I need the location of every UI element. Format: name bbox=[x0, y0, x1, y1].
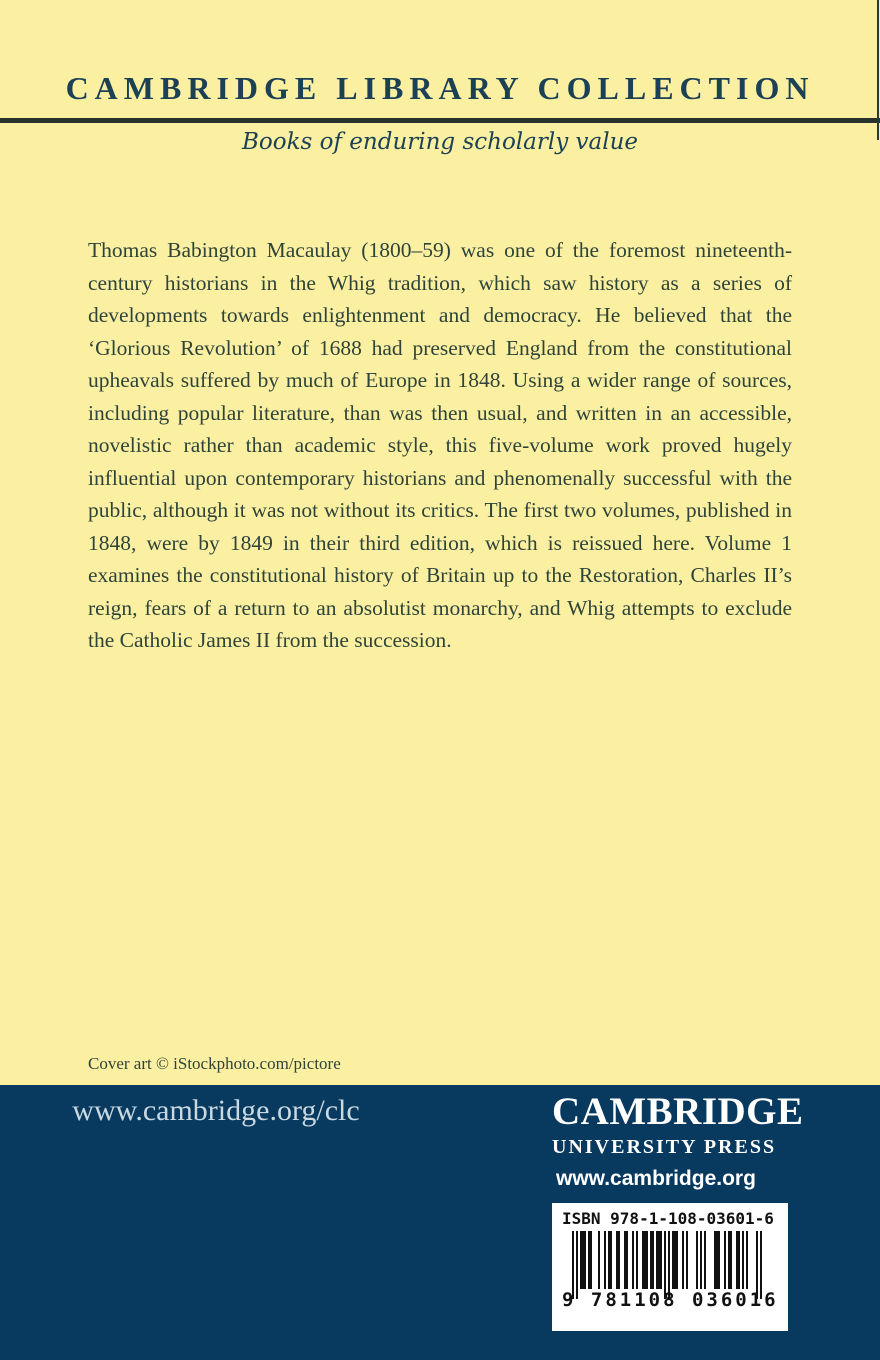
clc-url: www.cambridge.org/clc bbox=[72, 1094, 360, 1127]
barcode-bars bbox=[562, 1231, 778, 1289]
cover-right-edge-line bbox=[877, 0, 879, 140]
collection-tagline: Books of enduring scholarly value bbox=[241, 129, 639, 155]
publisher-block bbox=[552, 1092, 804, 1331]
ean-number: 9 781108 036016 bbox=[562, 1289, 779, 1311]
header-divider-rule bbox=[0, 118, 880, 123]
publisher-subtitle: UNIVERSITY PRESS bbox=[552, 1136, 777, 1158]
collection-title: CAMBRIDGE LIBRARY COLLECTION bbox=[65, 70, 815, 106]
publisher-wordmark: CAMBRIDGE bbox=[552, 1090, 804, 1133]
isbn-label: ISBN 978-1-108-03601-6 bbox=[562, 1209, 774, 1228]
footer-band bbox=[0, 1085, 880, 1360]
book-description: Thomas Babington Macaulay (1800–59) was one of the foremost nineteenth-century historians in the Whig tradition, which saw history as a series of developments towards enlightenment and democracy. He believed that the ‘Glorious Revolution’ of 1688 had preserved England from the constitutional upheavals suffered by much of Europe in 1848. Using a wider range of sources, including popular literature, than was then usual, and written in an accessible, novelistic rather than academic style, this five-volume work proved hugely influential upon contemporary historians and phenomenally successful with the public, although it was not without its critics. The first two volumes, published in 1848, were by 1849 in their third edition, which is reissued here. Volume 1 examines the constitutional history of Britain up to the Restoration, Charles II’s reign, fears of a return to an absolutist monarchy, and Whig attempts to exclude the Catholic James II from the succession. bbox=[88, 238, 792, 652]
cover-art-credit: Cover art © iStockphoto.com/pictore bbox=[88, 1054, 341, 1073]
isbn-barcode-box bbox=[552, 1203, 788, 1331]
publisher-url: www.cambridge.org bbox=[556, 1167, 756, 1190]
